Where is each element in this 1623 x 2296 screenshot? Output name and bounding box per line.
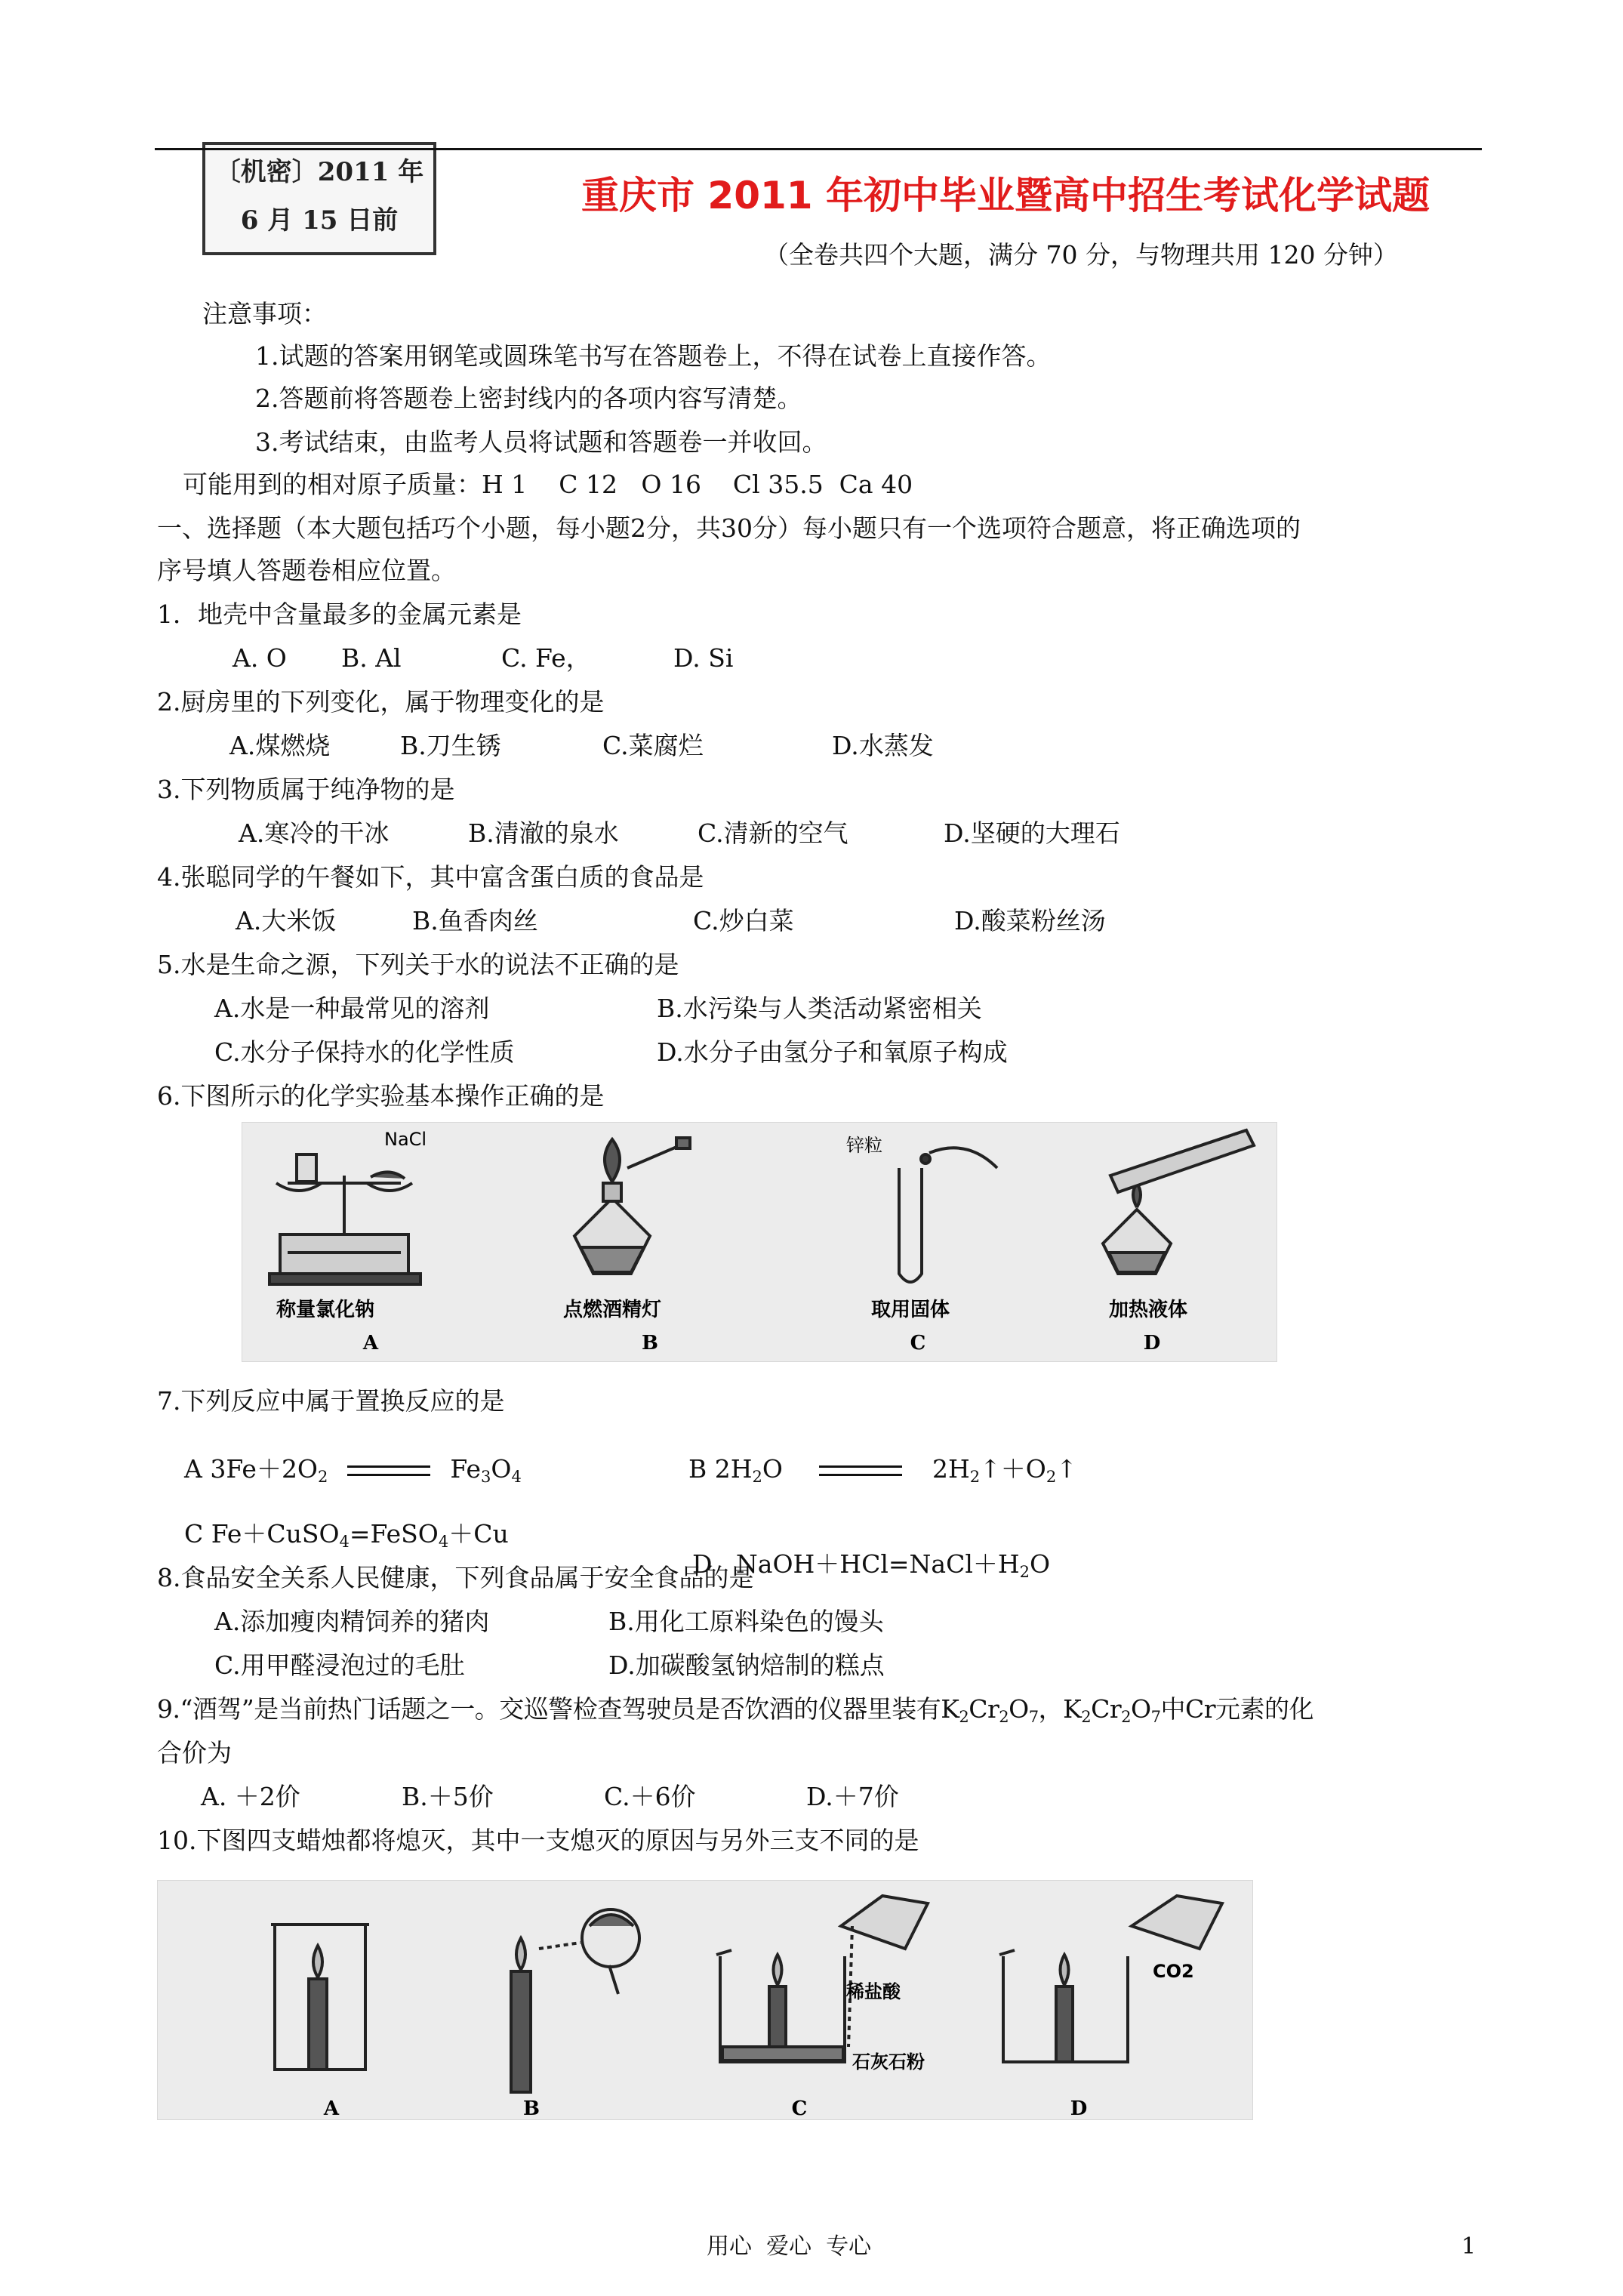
q4-option-a: A.大米饭 xyxy=(236,906,337,935)
q5-option-b: B.水污染与人类活动紧密相关 xyxy=(657,994,982,1023)
equation-sign xyxy=(819,1465,902,1476)
figure-letter-b: B xyxy=(642,1332,658,1354)
q9-option-d: D.＋7价 xyxy=(806,1782,899,1811)
q4-option-b: B.鱼香肉丝 xyxy=(412,906,538,935)
q5-option-d: D.水分子由氢分子和氧原子构成 xyxy=(657,1037,1008,1067)
q1-option-c: C. Fe， xyxy=(501,643,591,673)
heating-liquid-illustration xyxy=(1103,1130,1254,1274)
nacl-label: NaCl xyxy=(384,1129,427,1150)
q2-option-c: C.菜腐烂 xyxy=(602,731,704,760)
candles-figure xyxy=(157,1880,1253,2120)
zinc-label: 锌粒 xyxy=(846,1135,882,1156)
q2-option-a: A.煤燃烧 xyxy=(229,731,331,760)
caption-weigh-nacl: 称量氯化钠 xyxy=(276,1299,375,1321)
q7-option-d: D $NaOH+HCl=NaCl+H_2O$ xyxy=(691,1549,1051,1581)
question-7-stem: 7.下列反应中属于置换反应的是 xyxy=(157,1386,505,1416)
candles-letter-d: D xyxy=(1070,2097,1088,2119)
q9-option-a: A. ＋2价 xyxy=(201,1782,300,1811)
confidential-stamp xyxy=(202,142,436,255)
question-6-stem: 6.下图所示的化学实验基本操作正确的是 xyxy=(157,1081,605,1111)
page-number: 1 xyxy=(1461,2233,1477,2260)
equation-sign xyxy=(347,1465,430,1476)
section-instruction-line-1: 一、选择题（本大题包括巧个小题，每小题2分，共30分）每小题只有一个选项符合题意，将正确选项的 xyxy=(157,513,1301,543)
note-item-1: 1.试题的答案用钢笔或圆珠笔书写在答题卷上，不得在试卷上直接作答。 xyxy=(255,341,1052,371)
q4-option-c: C.炒白菜 xyxy=(693,906,794,935)
q1-option-d: D. Si xyxy=(673,643,734,673)
candle-blown-illustration xyxy=(511,1909,639,2092)
balance-illustration xyxy=(269,1154,420,1284)
q3-option-c: C.清新的空气 xyxy=(698,818,848,848)
alcohol-lamp-illustration xyxy=(574,1138,690,1274)
q7-option-b: B $2H_2O$ $2H_2↑+O_2↑$ xyxy=(688,1454,1077,1486)
figure-letter-d: D xyxy=(1143,1332,1161,1354)
figure-letter-c: C xyxy=(910,1332,926,1354)
q3-option-d: D.坚硬的大理石 xyxy=(944,818,1120,848)
stamp-line-2: 6 月 15 日前 xyxy=(240,205,399,236)
q3-option-b: B.清澈的泉水 xyxy=(468,818,619,848)
caption-light-lamp: 点燃酒精灯 xyxy=(562,1299,662,1321)
section-instruction-line-2: 序号填人答题卷相应位置。 xyxy=(157,556,456,585)
q7-option-c: C Fe＋CuSO$_4$=FeSO$_4$＋Cu xyxy=(184,1519,509,1551)
exam-title: 重庆市 2011 年初中毕业暨高中招生考试化学试题 xyxy=(581,174,1430,217)
question-3-stem: 3.下列物质属于纯净物的是 xyxy=(157,775,455,804)
question-2-stem: 2.厨房里的下列变化，属于物理变化的是 xyxy=(157,687,605,717)
lab-operations-figure xyxy=(242,1122,1277,1362)
q5-option-a: A.水是一种最常见的溶剂 xyxy=(214,994,490,1023)
q8-option-d: D.加碳酸氢钠焙制的糕点 xyxy=(608,1650,885,1680)
candles-letter-a: A xyxy=(323,2097,340,2119)
note-item-3: 3.考试结束，由监考人员将试题和答题卷一并收回。 xyxy=(255,427,827,457)
q9-option-c: C.＋6价 xyxy=(604,1782,696,1811)
notes-heading: 注意事项： xyxy=(202,299,327,328)
atomic-masses: 可能用到的相对原子质量：H 1 C 12 O 16 Cl 35.5 Ca 40 xyxy=(183,470,913,499)
q3-option-a: A.寒冷的干冰 xyxy=(239,818,390,848)
candles-letter-c: C xyxy=(791,2097,808,2119)
footer-motto: 用心 爱心 专心 xyxy=(707,2233,872,2260)
acid-limestone-beaker-illustration xyxy=(716,1896,928,2062)
note-item-2: 2.答题前将答题卷上密封线内的各项内容写清楚。 xyxy=(255,384,802,413)
test-tube-illustration xyxy=(899,1148,997,1282)
q8-option-b: B.用化工原料染色的馒头 xyxy=(608,1607,884,1636)
stamp-line-1: 〔机密〕2011 年 xyxy=(214,157,424,187)
dilute-acid-label: 稀盐酸 xyxy=(846,1981,901,2002)
q1-option-a: A. O xyxy=(233,643,287,673)
question-9-stem-line-2: 合价为 xyxy=(157,1738,232,1767)
q5-option-c: C.水分子保持水的化学性质 xyxy=(214,1037,515,1067)
figure-letter-a: A xyxy=(362,1332,379,1354)
q4-option-d: D.酸菜粉丝汤 xyxy=(954,906,1106,935)
question-9-stem: 9.“酒驾”是当前热门话题之一。交巡警检查驾驶员是否饮酒的仪器里装有$K_2Cr_2O_7$，$K_2Cr_2O_7$中Cr元素的化 xyxy=(157,1694,1314,1726)
q9-option-b: B.＋5价 xyxy=(402,1782,494,1811)
question-1-stem: 1．地壳中含量最多的金属元素是 xyxy=(157,599,522,629)
exam-subtitle: （全卷共四个大题，满分 70 分，与物理共用 120 分钟） xyxy=(764,240,1398,270)
header-rule xyxy=(155,148,1482,150)
q8-option-c: C.用甲醛浸泡过的毛肚 xyxy=(214,1650,465,1680)
caption-take-solid: 取用固体 xyxy=(870,1299,950,1321)
candle-under-jar-illustration xyxy=(271,1925,369,2069)
q8-option-a: A.添加瘦肉精饲养的猪肉 xyxy=(214,1607,490,1636)
question-8-stem: 8.食品安全关系人民健康，下列食品属于安全食品的是 xyxy=(157,1563,754,1592)
co2-label: CO2 xyxy=(1153,1961,1194,1982)
question-4-stem: 4.张聪同学的午餐如下，其中富含蛋白质的食品是 xyxy=(157,862,704,892)
q1-option-b: B. Al xyxy=(341,643,402,673)
q7-option-a: A $3Fe+2O_2$ $Fe_3O_4$ xyxy=(184,1454,522,1486)
q2-option-b: B.刀生锈 xyxy=(400,731,501,760)
caption-heat-liquid: 加热液体 xyxy=(1108,1299,1188,1321)
candles-letter-b: B xyxy=(523,2097,540,2119)
question-5-stem: 5.水是生命之源，下列关于水的说法不正确的是 xyxy=(157,950,679,979)
question-10-stem: 10.下图四支蜡烛都将熄灭，其中一支熄灭的原因与另外三支不同的是 xyxy=(157,1826,919,1855)
limestone-label: 石灰石粉 xyxy=(852,2051,925,2073)
q2-option-d: D.水蒸发 xyxy=(832,731,934,760)
